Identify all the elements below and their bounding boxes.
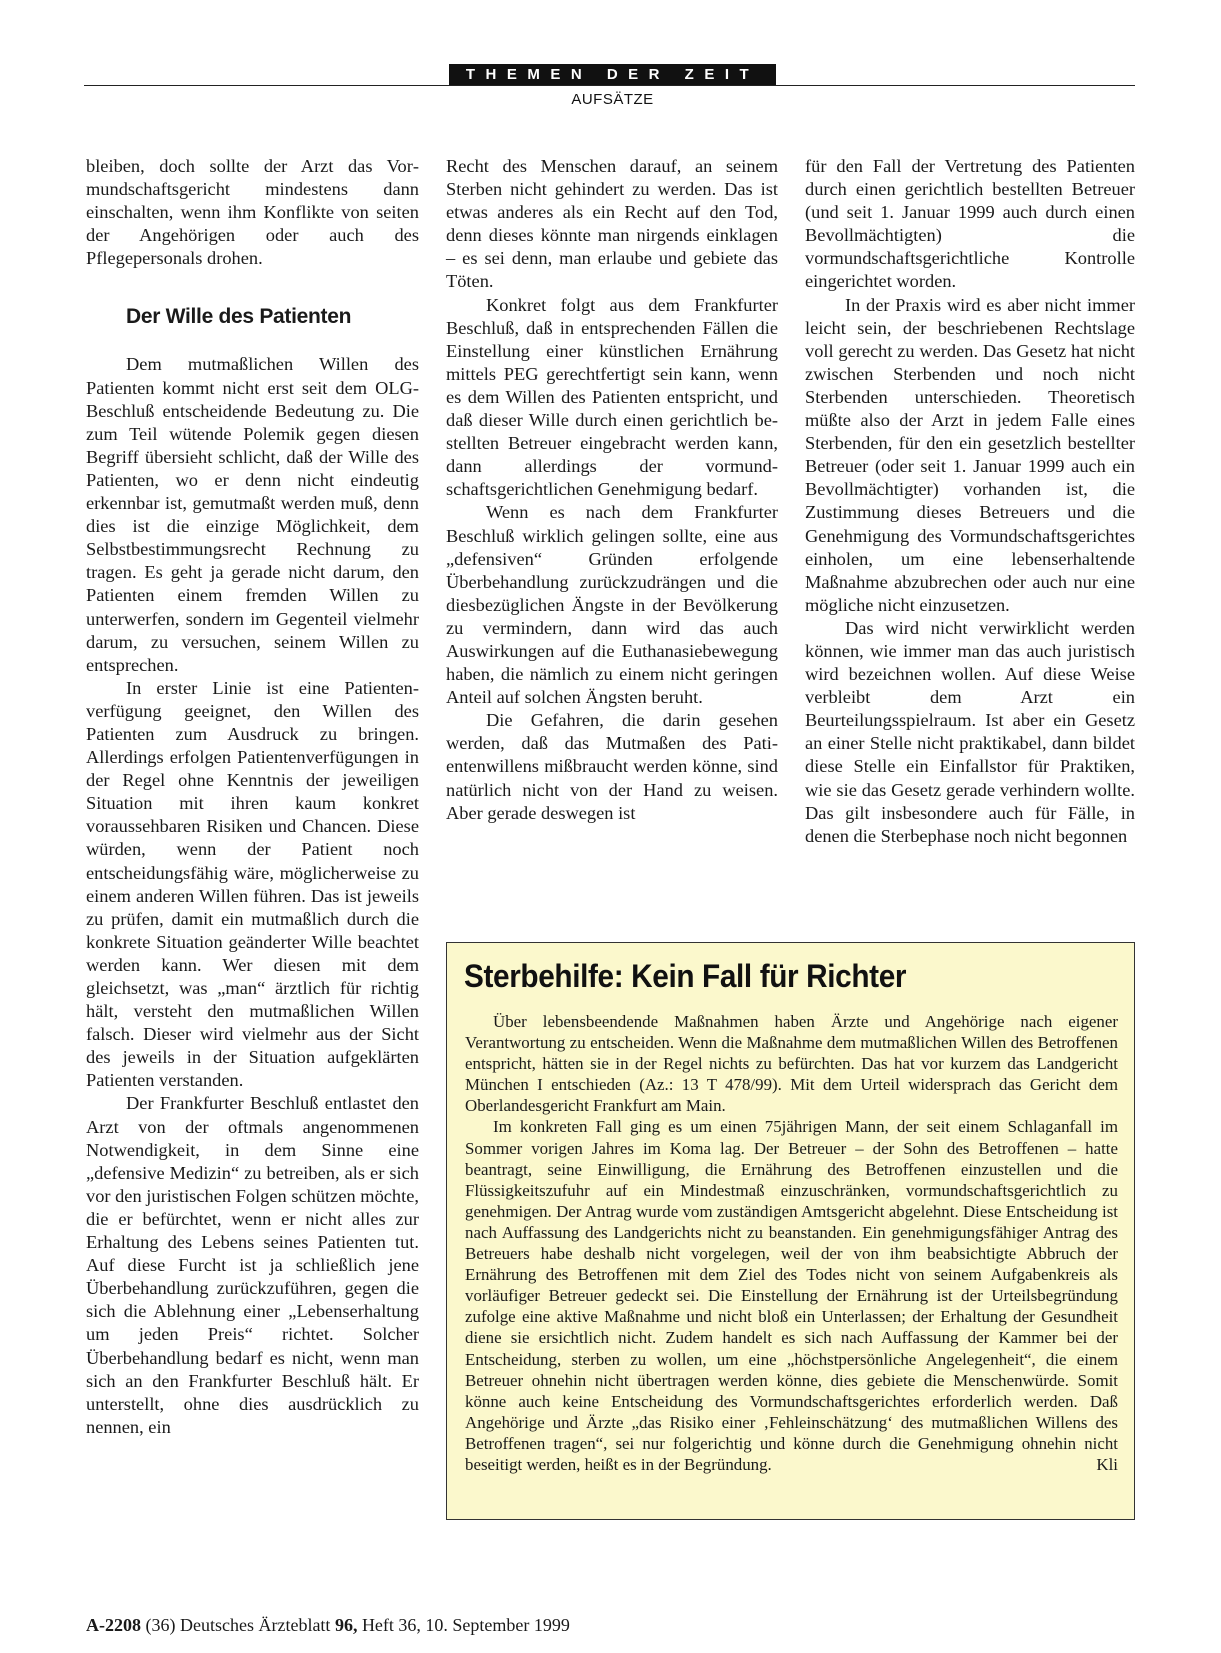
info-box: [446, 942, 1135, 1520]
column-2: [446, 155, 778, 825]
paragraph: Dem mutmaßlichen Willen des Patienten kommt nicht erst seit dem OLG-Beschluß entscheidende Bedeutung zu. Die zum Teil wütende Polemik gegen diesen Begriff übersieht schlicht, daß der Wille des Patienten, wo er denn nicht eindeutig erkennbar ist, gemutmaßt werden muß, denn dies ist die einzige Möglichkeit, dem Selbstbestimmungsrecht Rechnung zu tragen. Es geht ja gerade nicht darum, den Patienten einem fremden Willen zu unterwerfen, sondern im Gegenteil vielmehr darum, zu versuchen, seinem Willen zu entsprechen.: [86, 354, 419, 675]
paragraph: Die Gefahren, die darin gesehen werden, daß das Mutmaßen des Patientenwillens mißbraucht werden könne, sind natürlich nicht von der Hand zu weisen. Aber gerade deswegen ist: [446, 710, 778, 823]
box-paragraph: [465, 1116, 1118, 1475]
section-subtitle: AUFSÄTZE: [571, 91, 654, 108]
paragraph: bleiben, doch sollte der Arzt das Vormundschaftsgericht mindestens dann einschalten, wenn ihm Konflikte von seiten der Angehörigen oder auch des Pflegepersonals drohen.: [86, 156, 419, 269]
paragraph: In erster Linie ist eine Patientenverfügung geeignet, den Willen des Patienten zum Ausdruck zu bringen. Allerdings erfolgen Patientenverfügungen in der Regel ohne Kenntnis der jeweiligen Situation mit ihren kaum konkret voraussehbaren Risiken und Chancen. Diese würden, wenn der Patient noch entscheidungsfähig wäre, möglicherweise zu einem anderen Willen führen. Das ist jeweils zu prüfen, damit ein mutmaßlich durch die konkrete Situation geänderter Wille beachtet werden kann. Wer diesen mit dem gleichsetzt, was „man“ ärztlich für richtig hält, versteht den mutmaßlichen Willen falsch. Dieser wird vielmehr aus der Sicht des jeweils in der Situation aufgeklärten Patienten verstanden.: [86, 677, 419, 1091]
column-1: [86, 155, 419, 1439]
author-signature: Kli: [1096, 1454, 1118, 1474]
paragraph: Wenn es nach dem Frankfurter Beschluß wirklich gelingen sollte, eine aus „defensiven“ Gründen erfolgende Überbehandlung zurückzudrängen und die diesbezüglichen Ängste in der Bevölkerung zu vermindern, dann wird das auch Auswirkungen auf die Euthanasiebewegung haben, die nämlich zu einem nicht geringen Anteil auf solchen Ängsten beruht.: [446, 502, 778, 708]
box-title: Sterbehilfe: Kein Fall für Richter: [464, 958, 907, 994]
column-3: [805, 155, 1135, 848]
paragraph: Konkret folgt aus dem Frankfurter Beschluß, daß in entsprechenden Fällen die Einstellung einer künstlichen Ernährung mittels PEG gerechtfertigt sein kann, wenn es dem Willen des Patienten entspricht, und daß dieser Wille durch einen gerichtlich bestellten Betreuer eingebracht werden kann, dann allerdings der vormundschaftsgerichtlichen Genehmigung bedarf.: [446, 294, 778, 500]
paragraph: für den Fall der Vertretung des Patienten durch einen gerichtlich bestellten Betreuer (und seit 1. Januar 1999 auch durch einen Bevollmächtigten) die vormundschaftsgerichtliche Kontrolle eingerichtet worden.: [805, 156, 1135, 292]
subheading: Der Wille des Patienten: [126, 305, 352, 329]
paragraph: Das wird nicht verwirklicht werden können, wie immer man das auch juristisch wird bezeichnen wollen. Auf diese Weise verbleibt dem Arzt ein Beurteilungsspielraum. Ist aber ein Gesetz an einer Stelle nicht praktikabel, dann bildet diese Stelle ein Einfallstor für Praktiken, wie sie das Gesetz gerade verhindern wollte. Das gilt insbesondere auch für Fälle, in denen die Sterbephase noch nicht begonnen: [805, 617, 1135, 846]
section-band: THEMEN DER ZEIT: [449, 64, 776, 85]
paragraph: Der Frankfurter Beschluß entlastet den Arzt von der oftmals angenommenen Notwendigkeit, in dem Sinne eine „defensive Medizin“ zu betreiben, als er sich vor den juristischen Folgen schützen möchte, die er befürchtet, wenn er nicht alles zur Erhaltung des Lebens seines Patienten tut. Auf diese Furcht ist ja schließlich jene Überbehandlung zurückzuführen, gegen die sich die Ablehnung einer „Lebenserhaltung um jeden Preis“ richtet. Solcher Überbehandlung bedarf es nicht, wenn man sich an den Frankfurter Beschluß hält. Er unterstellt, ohne dies ausdrücklich zu nennen, ein: [86, 1093, 419, 1437]
box-paragraph: Über lebensbeendende Maßnahmen haben Ärzte und Angehörige nach eigener Verantwortung zu entscheiden. Wenn die Maßnahme dem mutmaßlichen Willen des Betroffenen entspricht, hätten sie in der Regel nichts zu befürchten. Das hat vor kurzem das Landgericht München I entschieden (Az.: 13 T 478/99). Mit dem Urteil widersprach das Gericht dem Oberlandesgericht Frankfurt am Main.: [465, 1012, 1118, 1116]
page-footer: [86, 1615, 570, 1636]
paragraph: Recht des Menschen darauf, an seinem Sterben nicht gehindert zu werden. Das ist etwas anderes als ein Recht auf den Tod, denn dieses könnte man nirgends einklagen – es sei denn, man erlaube und gebiete das Töten.: [446, 156, 778, 292]
issue-date: Heft 36, 10. September 1999: [361, 1615, 570, 1635]
box-paragraph-text: Im konkreten Fall ging es um einen 75jährigen Mann, der seit einem Schlaganfall im Sommer vorigen Jahres im Koma lag. Der Betreuer – der Sohn des Betroffenen – hatte beantragt, seine Einwilligung, die Ernährung des Betroffenen einzustellen und die Flüssigkeitszufuhr auf ein Mindestmaß einzuschränken, vormundschaftsgerichtlich zu genehmigen. Der Antrag wurde vom zuständigen Amtsgericht abgelehnt. Diese Entscheidung ist nach Auffassung des Landgerichts nicht zu beanstanden. Ein genehmigungsfähiger Antrag des Betreuers habe deshalb nicht vorgelegen, weil der von ihm beabsichtigte Abbruch der Ernährung des Betroffenen mit dem Ziel des Todes nicht von seinem Aufgabenkreis als vorläufiger Betreuer gedeckt sei. Die Einstellung der Ernährung ist der Urteilsbegründung zufolge eine aktive Maßnahme und nicht bloß ein Unterlassen; der Erhaltung der Gesundheit diene sie ersichtlich nicht. Zudem handelt es sich nach Auffassung der Kammer bei der Entscheidung, sterben zu wollen, um eine „höchstpersönliche Angelegenheit“, die einem Betreuer ohnehin nicht übertragen werden könne, dies gebiete die Menschenwürde. Somit könne auch keine Entscheidung des Vormundschaftsgerichtes erforderlich werden. Daß Angehörige und Ärzte „das Risiko einer ‚Fehleinschätzung‘ des mutmaßlichen Willens des Betroffenen tragen“, sei nur folgerichtig und könne durch die Genehmigung ohnehin nicht beseitigt werden, heißt es in der Begründung.: [465, 1117, 1118, 1474]
page-code: A-2208: [86, 1615, 141, 1635]
volume: 96,: [334, 1615, 358, 1635]
box-text: [465, 1011, 1118, 1475]
paragraph: In der Praxis wird es aber nicht immer leicht sein, der beschriebenen Rechtslage voll gerecht zu werden. Das Gesetz hat nicht zwischen Sterbenden und noch nicht Sterbenden unterschieden. Theoretisch müßte also der Arzt in jedem Falle eines Sterbenden, für den ein gesetzlich bestellter Betreuer (oder seit 1. Januar 1999 auch ein Bevollmächtigter) vorhanden ist, die Zustimmung dieses Betreuers und die Genehmigung des Vormundschaftsgerichtes einholen, um eine lebenserhaltende Maßnahme abzubrechen oder auch nur eine mögliche nicht einzusetzen.: [805, 294, 1135, 615]
header-rule: [84, 85, 1135, 86]
journal-name: (36) Deutsches Ärzteblatt: [145, 1615, 331, 1635]
